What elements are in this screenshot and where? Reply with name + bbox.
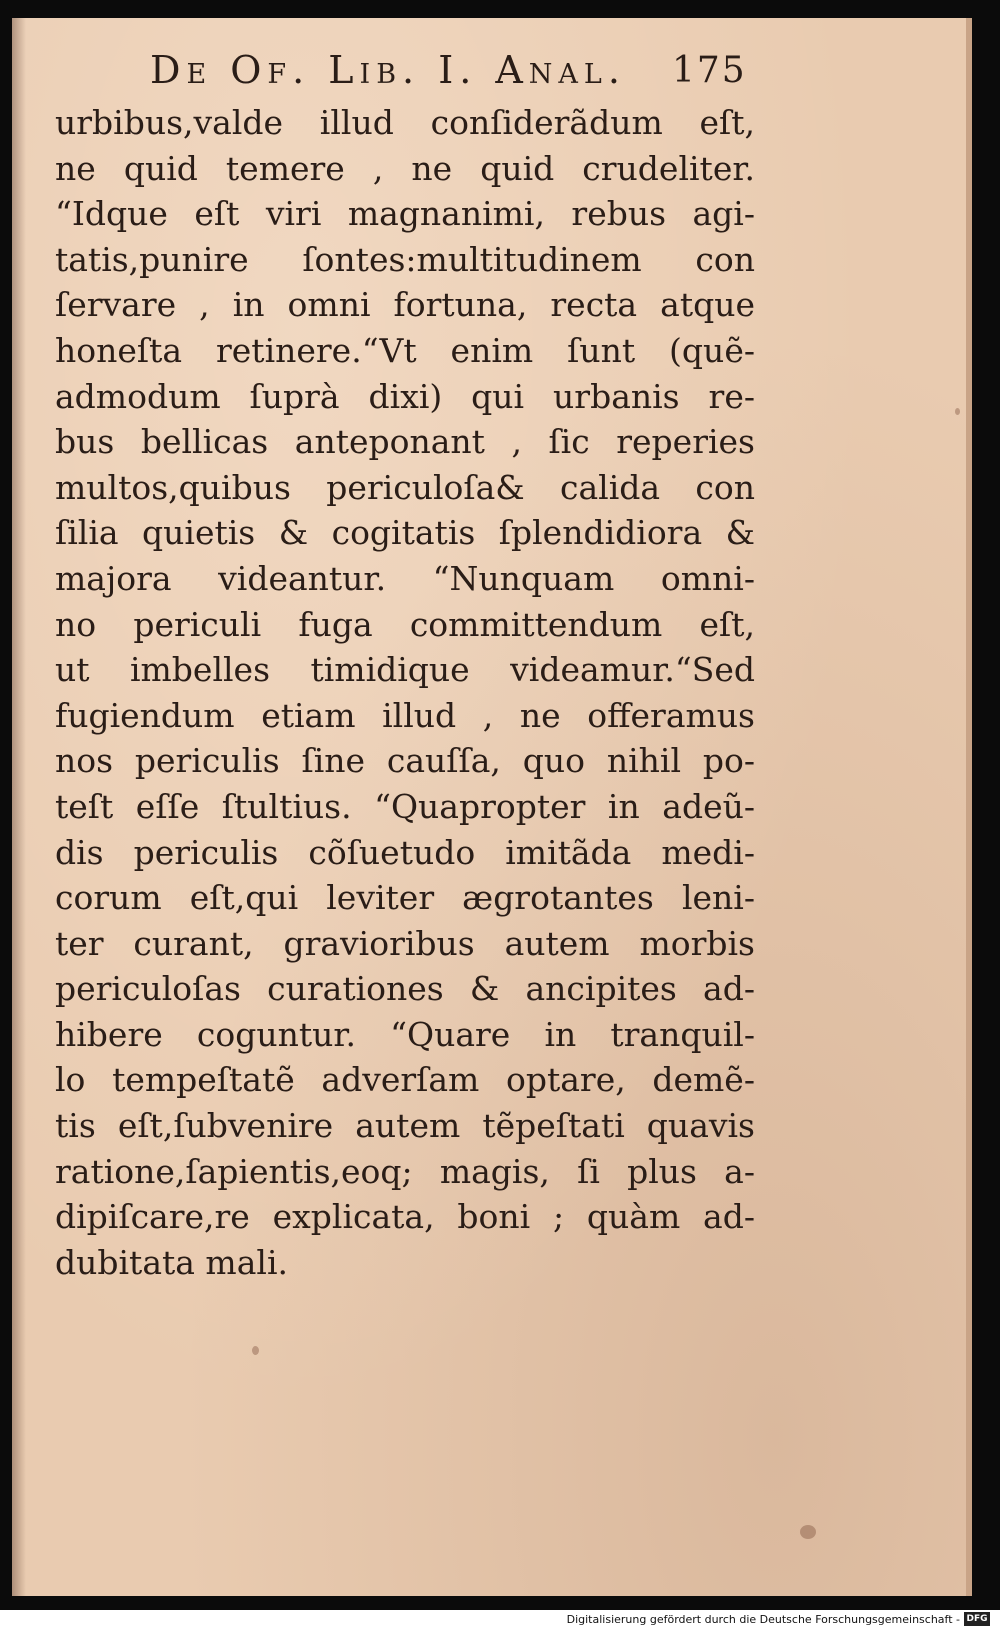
text-line: ne quid temere , ne quid crudeliter.	[55, 148, 755, 188]
text-line: dis periculis cõſuetudo imitãda medi-	[55, 832, 755, 872]
text-line: tatis,punire ſontes:multitudinem con	[55, 239, 755, 279]
text-line: ter curant, gravioribus autem morbis	[55, 923, 755, 963]
text-line: bus bellicas anteponant , ſic reperies	[55, 422, 755, 462]
text-line: ſervare , in omni fortuna, recta atque	[55, 285, 755, 325]
text-line: honeſta retinere.“Vt enim ſunt (quẽ-	[55, 330, 755, 370]
paper-stain	[800, 1525, 816, 1539]
text-line: corum eſt,qui leviter ægrotantes leni-	[55, 878, 755, 918]
text-line: “Idque eſt viri magnanimi, rebus agi-	[55, 194, 755, 234]
text-line: ut imbelles timidique videamur.“Sed	[55, 650, 755, 690]
text-line: nos periculis ſine cauſſa, quo nihil po-	[55, 741, 755, 781]
page-number: 175	[672, 50, 747, 91]
page-gutter-shadow	[12, 18, 26, 1596]
text-line: urbibus,valde illud conſiderãdum eſt,	[55, 103, 755, 142]
running-head: De Of. Lib. I. Anal.	[150, 48, 626, 92]
text-line: teſt eſſe ſtultius. “Quapropter in adeũ-	[55, 786, 755, 826]
text-line: hibere coguntur. “Quare in tranquil-	[55, 1014, 755, 1054]
text-line: multos,quibus periculoſa& calida con	[55, 467, 755, 507]
dfg-logo: DFG	[964, 1612, 990, 1626]
text-line: no periculi fuga committendum eſt,	[55, 604, 755, 644]
text-line: ratione,ſapientis,eoq; magis, ſi plus a-	[55, 1151, 755, 1191]
text-line: majora videantur. “Nunquam omni-	[55, 558, 755, 598]
paper-stain	[955, 408, 960, 415]
text-line: ſilia quietis & cogitatis ſplendidiora &	[55, 513, 755, 553]
text-line: admodum ſuprà dixi) qui urbanis re-	[55, 376, 755, 416]
text-line: lo tempeſtatẽ adverſam optare, demẽ-	[55, 1060, 755, 1100]
text-line: periculoſas curationes & ancipites ad-	[55, 969, 755, 1009]
text-line: fugiendum etiam illud , ne offeramus	[55, 695, 755, 735]
text-line-last: dubitata mali.	[55, 1242, 288, 1282]
text-line: tis eſt,ſubvenire autem tẽpeſtati quavis	[55, 1106, 755, 1146]
text-line: dipiſcare,re explicata, boni ; quàm ad-	[55, 1197, 755, 1237]
paper-stain	[252, 1346, 259, 1355]
page-header	[150, 48, 750, 100]
digitization-credit: Digitalisierung gefördert durch die Deutsche Forschungsgemeinschaft -	[566, 1613, 960, 1626]
body-text	[55, 100, 755, 1285]
